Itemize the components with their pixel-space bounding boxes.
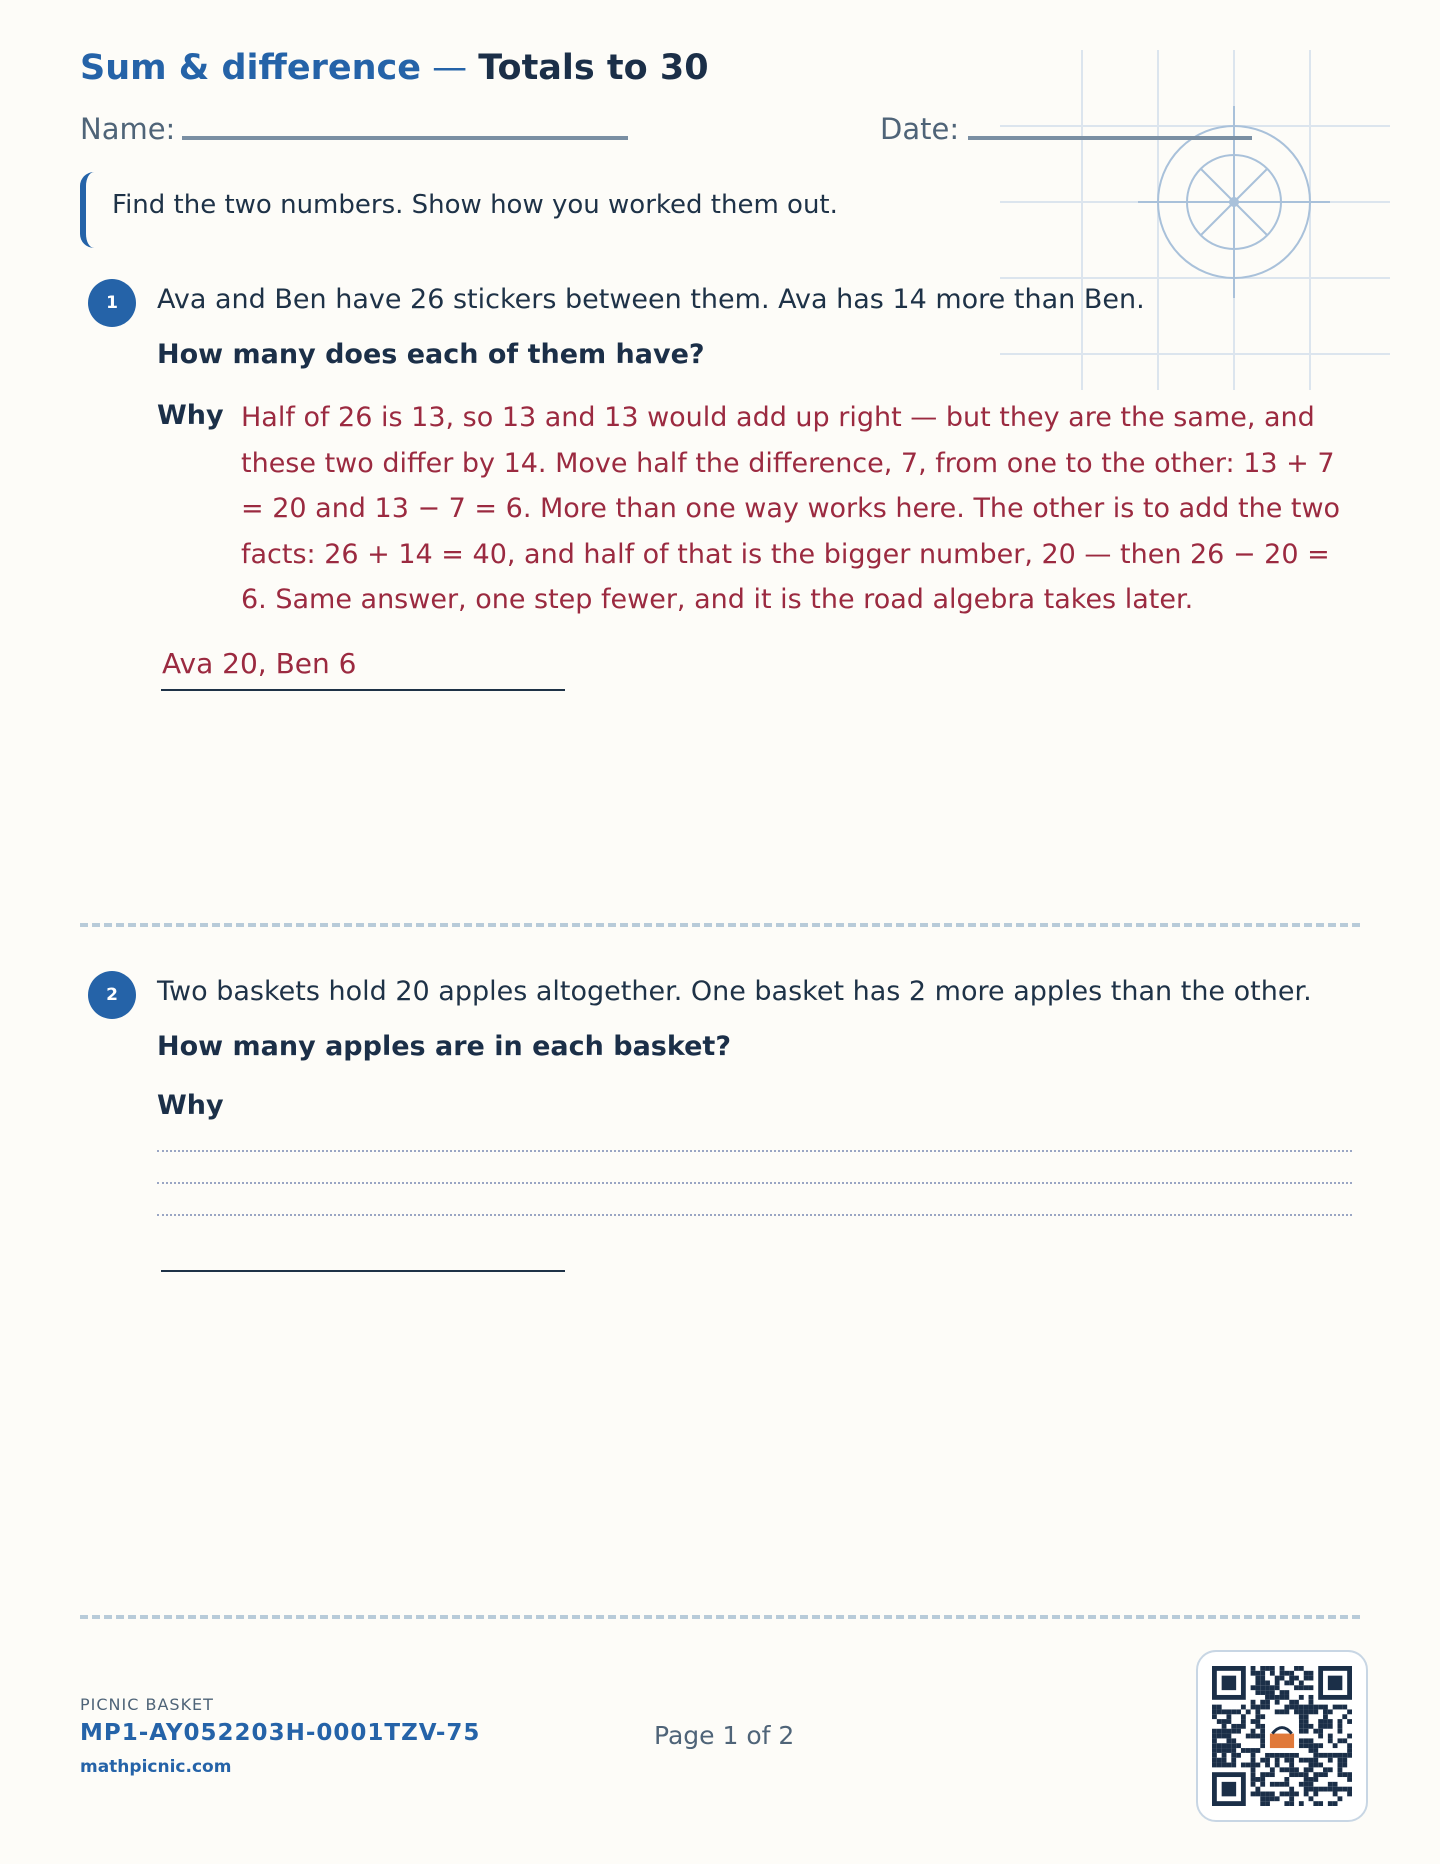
name-field-line[interactable] — [182, 136, 628, 140]
answer-line[interactable] — [161, 689, 565, 691]
answer-line[interactable] — [161, 1270, 565, 1272]
brand-label: PICNIC BASKET — [80, 1695, 214, 1714]
instruction-accent-bar — [80, 172, 100, 248]
writing-line[interactable] — [157, 1182, 1352, 1184]
question-text: Two baskets hold 20 apples altogether. One basket has 2 more apples than the other. — [157, 976, 1312, 1007]
qr-code-icon — [1212, 1666, 1352, 1806]
site-link[interactable]: mathpicnic.com — [80, 1757, 232, 1777]
date-field-line[interactable] — [968, 136, 1252, 140]
question-text: Ava and Ben have 26 stickers between them. Ava has 14 more than Ben. — [157, 284, 1145, 315]
footer-separator — [80, 1615, 1360, 1619]
question-number-badge: 2 — [88, 971, 136, 1019]
qr-code — [1196, 1650, 1368, 1822]
why-label: Why — [157, 400, 224, 431]
question-number-badge: 1 — [88, 279, 136, 327]
page-indicator: Page 1 of 2 — [654, 1721, 795, 1750]
writing-line[interactable] — [157, 1214, 1352, 1216]
title-topic: Sum & difference — [80, 48, 422, 88]
why-label: Why — [157, 1090, 224, 1121]
worked-reasoning: Half of 26 is 13, so 13 and 13 would add up right — but they are the same, and these two differ by 14. Move half the difference, 7, from one to the other: 13 + 7 = 20 and 13 − 7 = 6. More than one way works here. The other is to add the two facts: 26 + 14 = 40, and half of that is the bigger number, 20 — then 26 − 20 = 6. Same answer, one step fewer, and it is the road algebra takes later. — [241, 402, 1341, 615]
instruction-text: Find the two numbers. Show how you worked them out. — [112, 190, 838, 220]
title-separator: — — [421, 48, 479, 88]
writing-line[interactable] — [157, 1150, 1352, 1152]
name-label: Name: — [80, 112, 176, 146]
date-label: Date: — [880, 112, 960, 146]
target-grid-decoration — [1000, 50, 1390, 390]
worksheet-title — [80, 48, 709, 88]
title-subtopic: Totals to 30 — [478, 48, 709, 88]
question-separator — [80, 923, 1360, 927]
answer-text: Ava 20, Ben 6 — [162, 647, 357, 680]
question-prompt: How many does each of them have? — [157, 339, 705, 370]
question-prompt: How many apples are in each basket? — [157, 1031, 731, 1062]
worksheet-code: MP1-AY052203H-0001TZV-75 — [80, 1720, 481, 1746]
